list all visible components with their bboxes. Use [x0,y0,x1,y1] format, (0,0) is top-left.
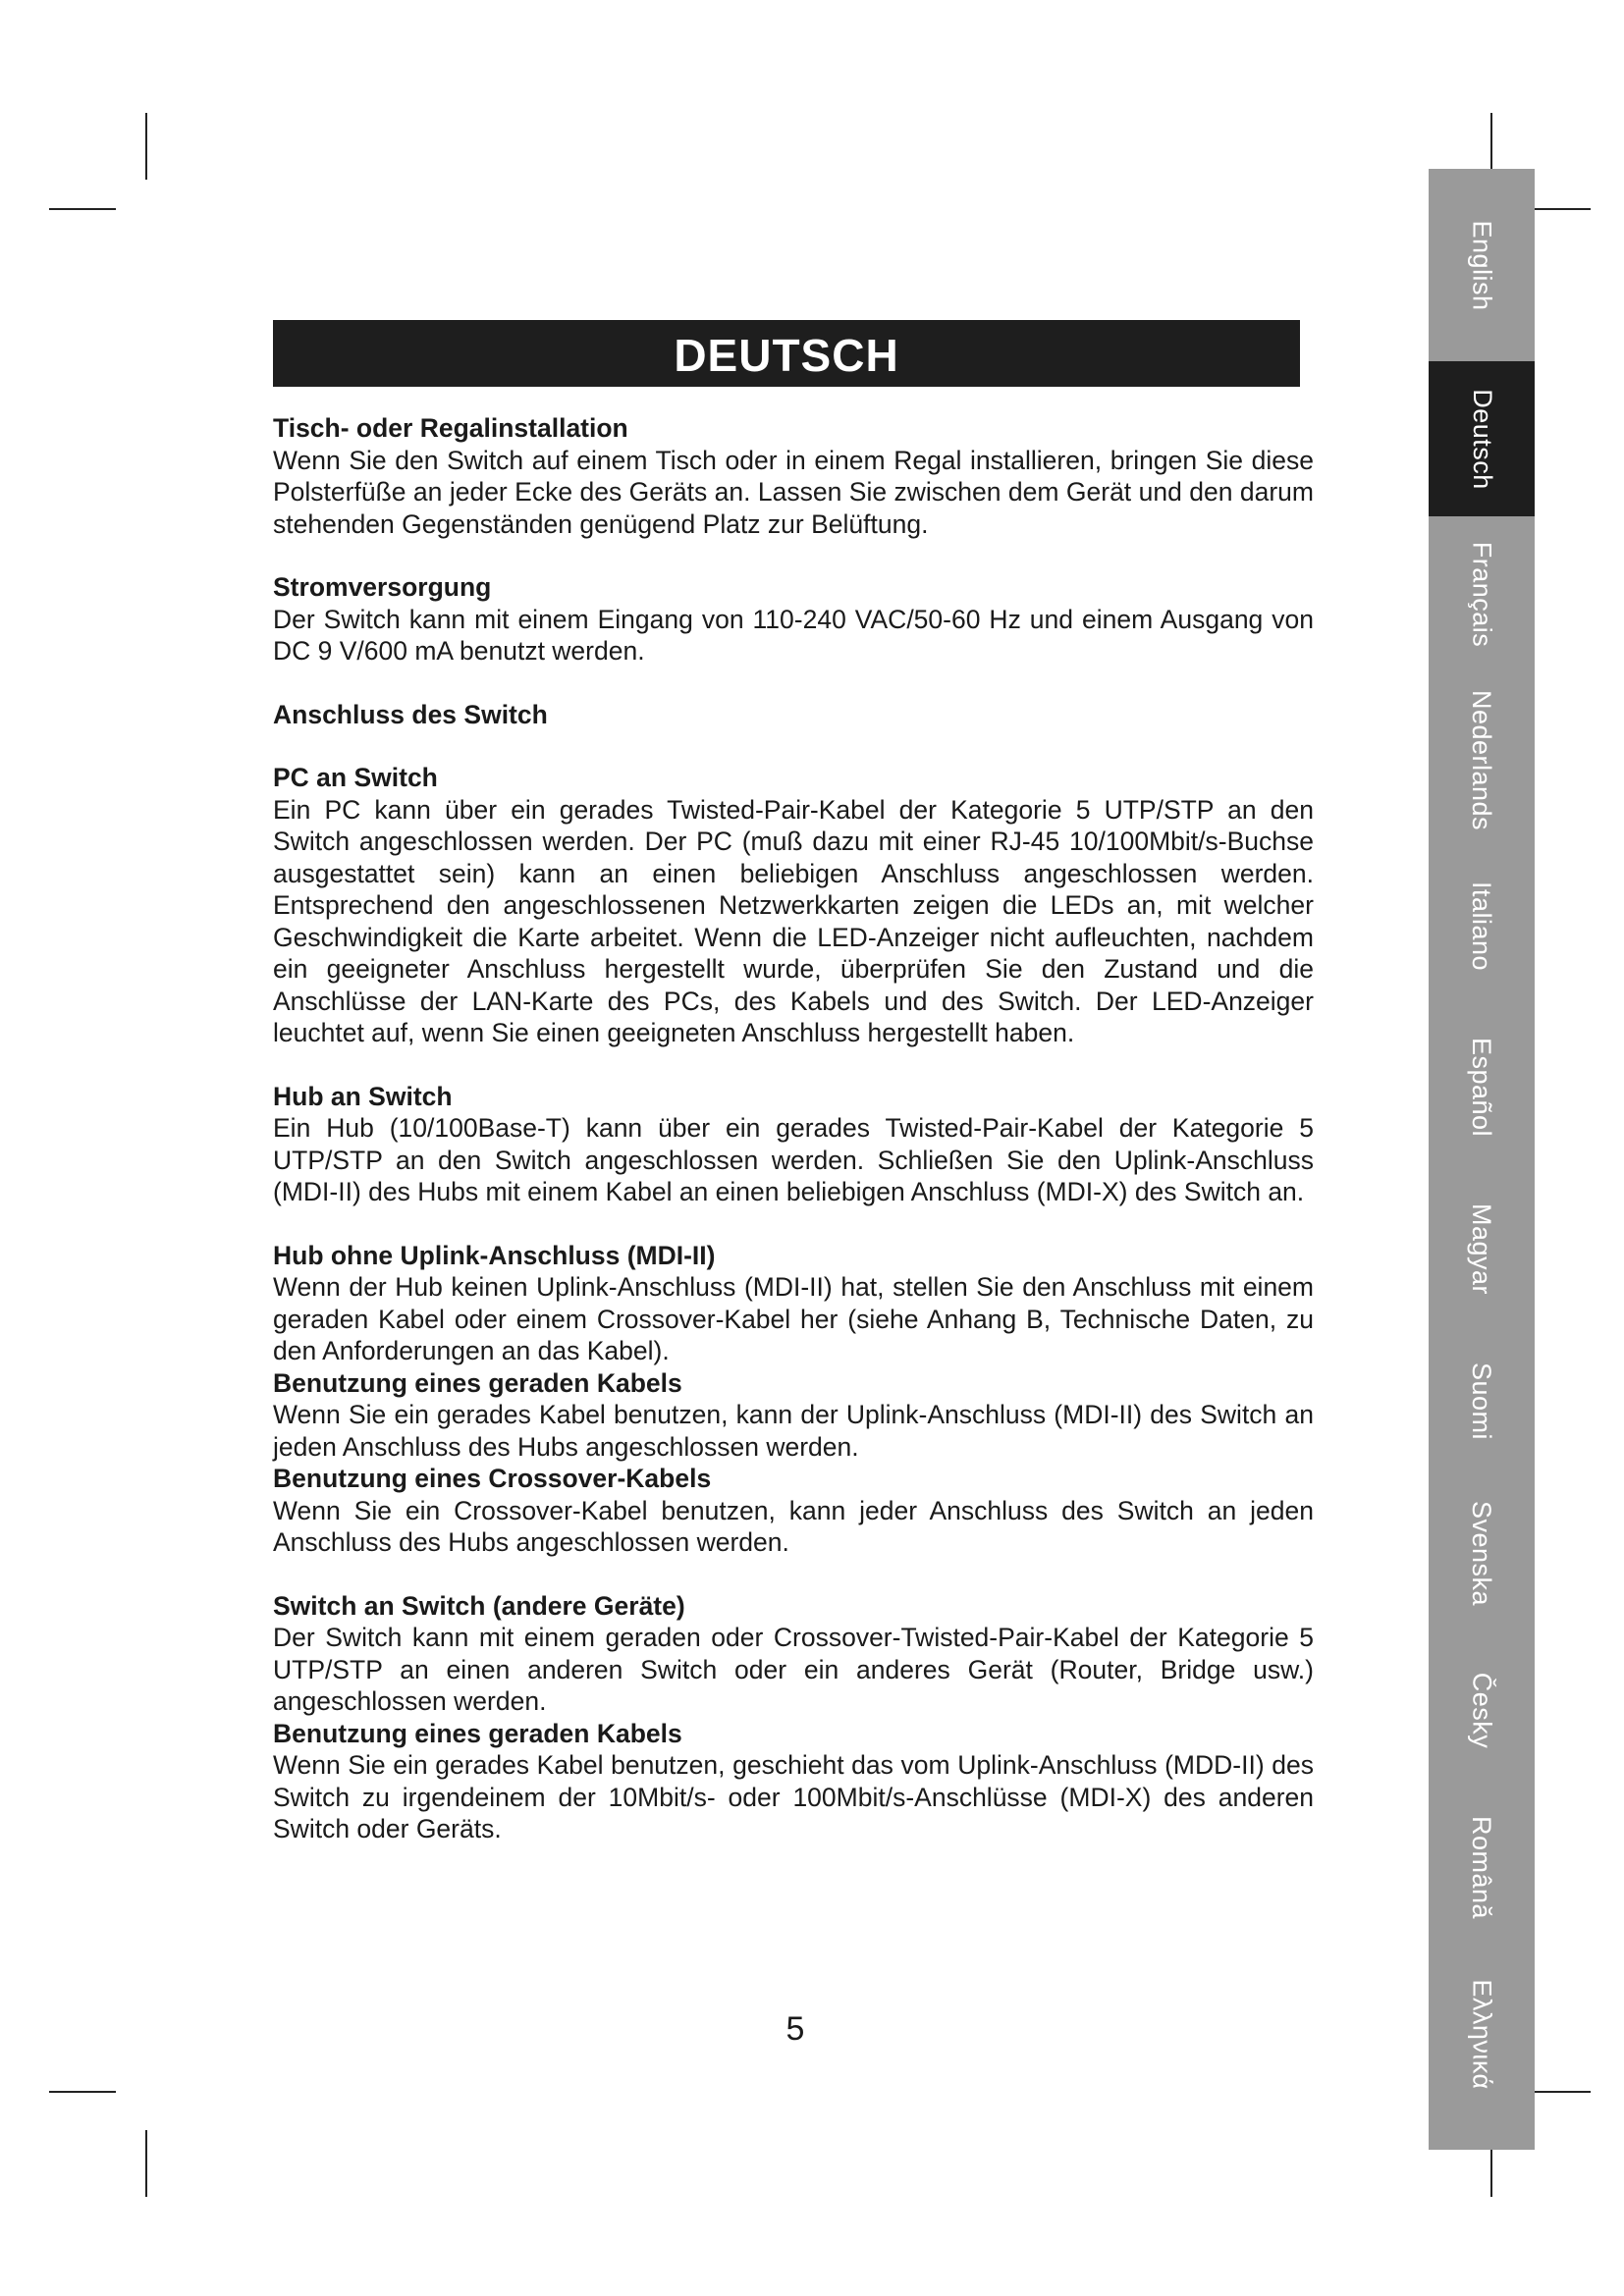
language-tab-label: Svenska [1467,1500,1497,1606]
subsection-paragraph: Wenn Sie ein gerades Kabel benutzen, kann der Uplink-Anschluss (MDI-II) des Switch an jeden Anschluss des Hubs angeschlossen werden. [273,1400,1314,1462]
section-hub-to-switch [273,1081,1314,1208]
page-banner: DEUTSCH [273,320,1300,387]
crop-mark [49,2091,116,2093]
section-switch-to-switch [273,1590,1314,1845]
language-tab-label: Suomi [1467,1362,1497,1440]
crop-mark [145,113,147,180]
section-paragraph: Der Switch kann mit einem geraden oder Crossover-Twisted-Pair-Kabel der Kategorie 5 UTP/STP an einen anderen Switch oder ein anderes Gerät (Router, Bridge usw.) angeschlossen werden. [273,1623,1314,1716]
section-heading: Switch an Switch (andere Geräte) [273,1590,685,1621]
language-tab-nederlands[interactable] [1429,671,1535,848]
language-tab-italiano[interactable] [1429,848,1535,1003]
language-tab-label: Ελληνικά [1467,1978,1497,2090]
section-paragraph: Ein Hub (10/100Base-T) kann über ein gerades Twisted-Pair-Kabel der Kategorie 5 UTP/STP an den Switch angeschlossen werden. Schließen Sie den Uplink-Anschluss (MDI-II) des Hubs mit einem Kabel an einen beliebigen Anschluss (MDI-X) des Switch an. [273,1113,1314,1206]
language-tab-label: English [1467,219,1497,311]
page-number: 5 [785,2010,805,2048]
subsection-heading: Benutzung eines geraden Kabels [273,1718,682,1748]
language-tab-label: Română [1467,1815,1497,1919]
subsection-paragraph: Wenn Sie ein gerades Kabel benutzen, geschieht das vom Uplink-Anschluss (MDD-II) des Switch zu irgendeinem der 10Mbit/s- oder 100Mbit/s-Anschlüsse (MDI-X) des anderen Switch oder Geräts. [273,1750,1314,1843]
language-tab-ellinika[interactable] [1429,1946,1535,2122]
manual-content [273,412,1314,1877]
language-tab-label: Español [1467,1037,1497,1137]
language-tab-label: Nederlands [1467,689,1497,830]
crop-mark [145,2130,147,2197]
language-tab-label: Česky [1467,1672,1497,1748]
section-heading: Hub ohne Uplink-Anschluss (MDI-II) [273,1240,716,1270]
subsection-heading: Benutzung eines geraden Kabels [273,1367,682,1398]
subsection-heading: Benutzung eines Crossover-Kabels [273,1464,712,1493]
language-tab-cesky[interactable] [1429,1631,1535,1789]
language-tab-svenska[interactable] [1429,1474,1535,1631]
section-paragraph: Wenn Sie den Switch auf einem Tisch oder in einem Regal installieren, bringen Sie diese Polsterfüße an jeder Ecke des Geräts an. Lassen Sie zwischen dem Gerät und den darum stehenden Gegenständen genügend Platz zur Belüftung. [273,445,1314,539]
section-power-supply [273,571,1314,667]
language-tab-label: Magyar [1467,1202,1497,1295]
language-tab-label: Français [1467,541,1497,647]
language-tab-label: Italiano [1467,881,1497,971]
section-connection [273,699,1314,731]
language-tab-deutsch[interactable] [1429,361,1535,516]
language-tab-espanol[interactable] [1429,1003,1535,1170]
section-paragraph: Wenn der Hub keinen Uplink-Anschluss (MDI-II) hat, stellen Sie den Anschluss mit einem geraden Kabel oder einem Crossover-Kabel her (siehe Anhang B, Technische Daten, zu den Anforderungen an das Kabel). [273,1272,1314,1365]
crop-mark [49,208,116,210]
section-heading: Anschluss des Switch [273,699,548,729]
language-tab-suomi[interactable] [1429,1327,1535,1474]
section-hub-without-uplink [273,1240,1314,1559]
section-heading: Hub an Switch [273,1081,453,1111]
section-heading: PC an Switch [273,763,438,792]
language-tab-english[interactable] [1429,169,1535,361]
language-tab-magyar[interactable] [1429,1170,1535,1327]
language-tab-strip [1429,169,1535,2150]
section-paragraph: Ein PC kann über ein gerades Twisted-Pair-Kabel der Kategorie 5 UTP/STP an den Switch angeschlossen werden. Der PC (muß dazu mit einer RJ-45 10/100Mbit/s-Buchse ausgestattet sein) kann an einen beliebigen Anschluss angeschlossen werden. Entsprechend den angeschlossenen Netzwerkkarten zeigen die LEDs an, mit welcher Geschwindigkeit die Karte arbeitet. Wenn die LED-Anzeiger nicht aufleuchten, nachdem ein geeigneter Anschluss hergestellt wurde, überprüfen Sie den Zustand und die Anschlüsse der LAN-Karte des PCs, des Kabels und des Switch. Der LED-Anzeiger leuchtet auf, wenn Sie einen geeigneten Anschluss hergestellt haben. [273,794,1314,1047]
section-table-install [273,412,1314,540]
language-tab-label: Deutsch [1467,388,1497,490]
section-heading: Tisch- oder Regalinstallation [273,413,628,443]
section-pc-to-switch [273,762,1314,1049]
section-heading: Stromversorgung [273,572,492,602]
language-tab-francais[interactable] [1429,516,1535,671]
subsection-paragraph: Wenn Sie ein Crossover-Kabel benutzen, kann jeder Anschluss des Switch an jeden Anschluss des Hubs angeschlossen werden. [273,1495,1314,1557]
section-paragraph: Der Switch kann mit einem Eingang von 110-240 VAC/50-60 Hz und einem Ausgang von DC 9 V/600 mA benutzt werden. [273,604,1314,666]
language-tab-romana[interactable] [1429,1789,1535,1946]
